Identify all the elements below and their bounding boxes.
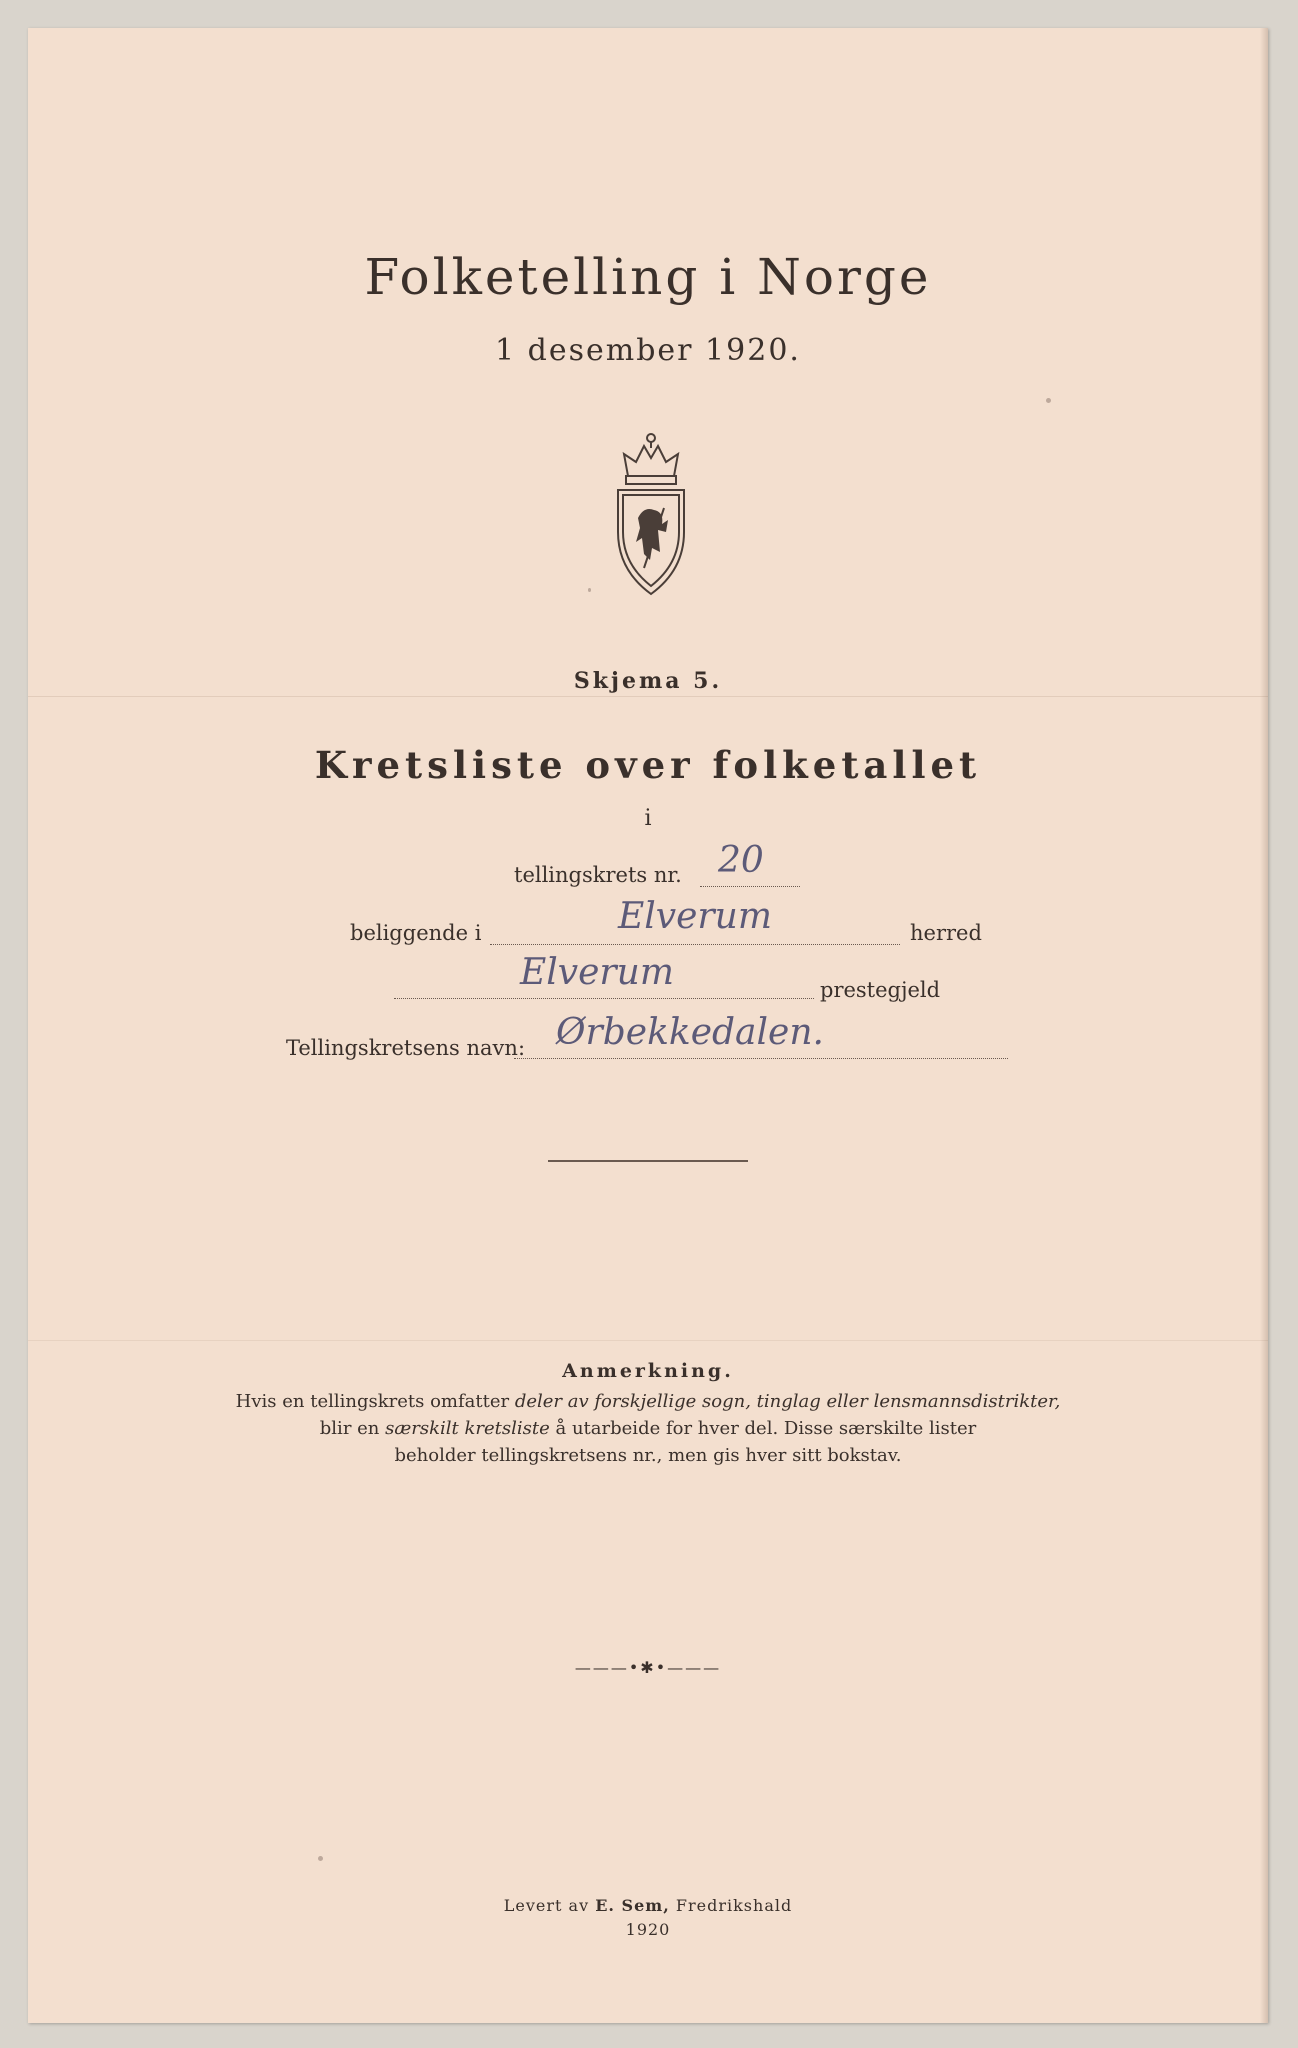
remark-line-2: blir en særskilt kretsliste å utarbeide for hver del. Disse særskilte lister — [319, 1418, 977, 1439]
remark-title: Anmerkning. — [562, 1360, 734, 1382]
remark-line-1: Hvis en tellingskrets omfatter deler av forskjellige sogn, tinglag eller lensmannsdistrikter, — [235, 1391, 1061, 1412]
ink-speck — [318, 1856, 323, 1861]
form-heading: Kretsliste over folketallet — [314, 743, 982, 787]
norway-coat-of-arms-icon — [614, 428, 688, 598]
herred-line — [490, 944, 900, 945]
beliggende-label: beliggende i — [350, 921, 482, 945]
krets-name-line — [514, 1058, 1008, 1059]
prestegjeld-value: Elverum — [520, 952, 674, 993]
ornament-divider: ———•✱•——— — [574, 1658, 722, 1677]
census-form-page — [28, 28, 1268, 2023]
krets-number-label: tellingskrets nr. — [514, 863, 682, 887]
page-edge-shadow — [1260, 28, 1268, 2023]
form-date: 1 desember 1920. — [495, 333, 801, 368]
prestegjeld-line — [394, 998, 814, 999]
ink-speck — [588, 588, 591, 592]
krets-number-line — [700, 886, 800, 887]
remark-line-3: beholder tellingskretsens nr., men gis hver sitt bokstav. — [394, 1445, 902, 1466]
herred-label: herred — [910, 921, 982, 945]
section-separator — [548, 1160, 748, 1162]
printer-year: 1920 — [625, 1920, 671, 1939]
schema-number: Skjema 5. — [573, 668, 723, 694]
paper-fold-line — [28, 696, 1268, 697]
form-title: Folketelling i Norge — [364, 248, 932, 306]
krets-name-label: Tellingskretsens navn: — [286, 1036, 526, 1060]
remark-text — [28, 1388, 1268, 1469]
krets-name-value: Ørbekkedalen. — [556, 1012, 824, 1053]
krets-number-value: 20 — [718, 840, 764, 881]
herred-value: Elverum — [618, 896, 772, 937]
printer-footer — [28, 1894, 1268, 1942]
paper-fold-line-lower — [28, 1340, 1268, 1341]
ink-speck — [1046, 398, 1051, 403]
prestegjeld-label: prestegjeld — [820, 978, 941, 1002]
printer-line: Levert av E. Sem, Fredrikshald — [503, 1896, 793, 1915]
preposition-i: i — [644, 806, 652, 831]
